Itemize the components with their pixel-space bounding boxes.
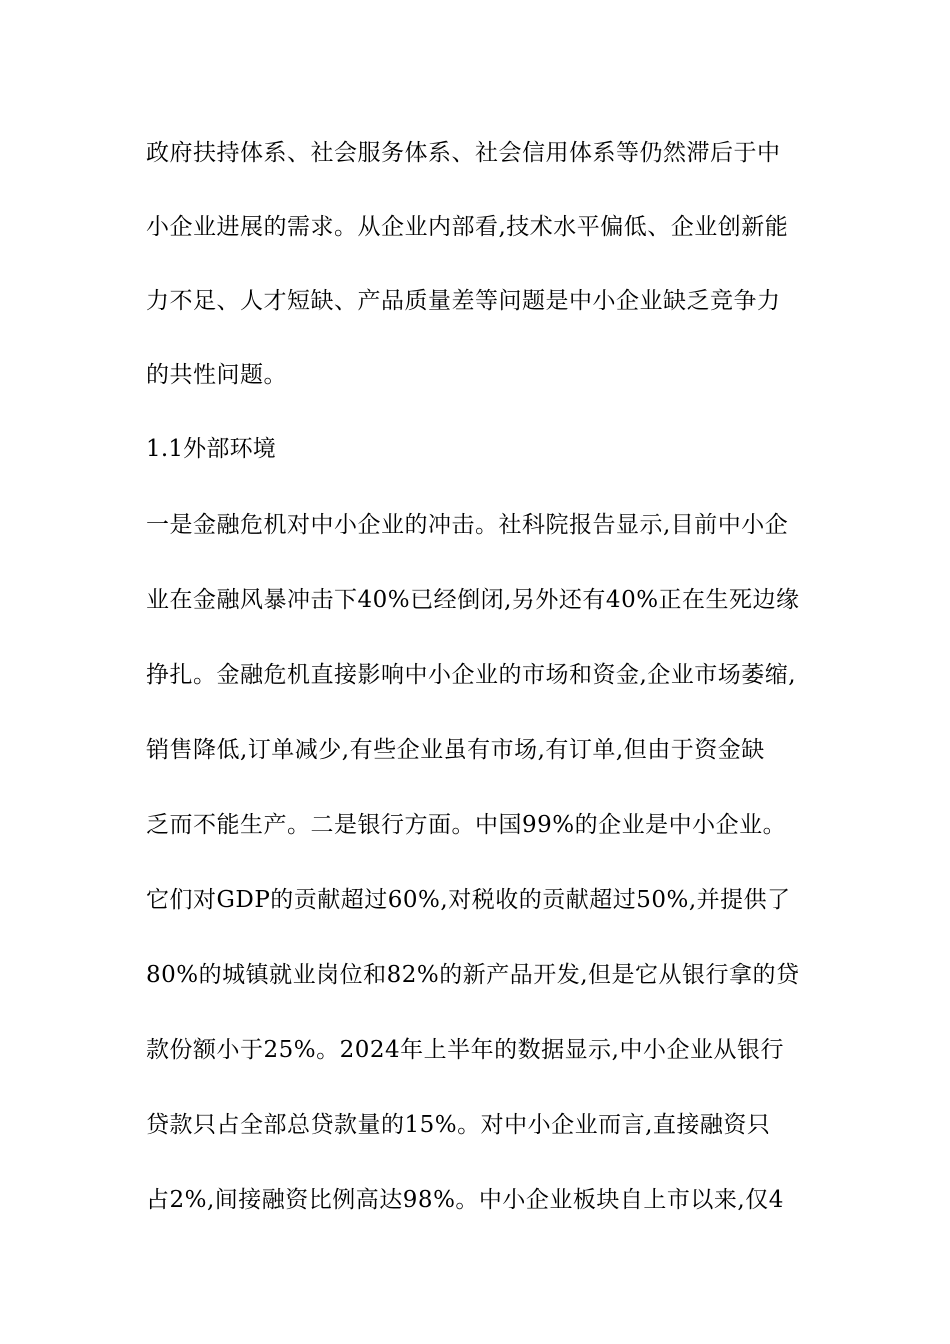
- paragraph-line-10: 它们对GDP的贡献超过60%,对税收的贡献超过50%,并提供了: [146, 887, 791, 913]
- paragraph-line-7: 挣扎。金融危机直接影响中小企业的市场和资金,企业市场萎缩,: [146, 662, 797, 688]
- paragraph-line-12: 款份额小于25%。2024年上半年的数据显示,中小企业从银行: [146, 1037, 784, 1063]
- paragraph-line-8: 销售降低,订单减少,有些企业虽有市场,有订单,但由于资金缺: [146, 737, 765, 763]
- paragraph-line-13: 贷款只占全部总贷款量的15%。对中小企业而言,直接融资只: [146, 1112, 771, 1138]
- paragraph-line-5: 一是金融危机对中小企业的冲击。社科院报告显示,目前中小企: [146, 512, 789, 538]
- paragraph-line-6: 业在金融风暴冲击下40%已经倒闭,另外还有40%正在生死边缘: [146, 587, 800, 613]
- paragraph-line-2: 小企业进展的需求。从企业内部看,技术水平偏低、企业创新能: [146, 214, 789, 240]
- section-heading: 1.1外部环境: [146, 436, 276, 462]
- paragraph-line-4: 的共性问题。: [146, 362, 287, 388]
- paragraph-line-3: 力不足、人才短缺、产品质量差等问题是中小企业缺乏竞争力: [146, 288, 781, 314]
- paragraph-line-9: 乏而不能生产。二是银行方面。中国99%的企业是中小企业。: [146, 812, 787, 838]
- paragraph-line-1: 政府扶持体系、社会服务体系、社会信用体系等仍然滞后于中: [146, 140, 781, 166]
- paragraph-line-11: 80%的城镇就业岗位和82%的新产品开发,但是它从银行拿的贷: [146, 962, 800, 988]
- paragraph-line-14: 占2%,间接融资比例高达98%。中小企业板块自上市以来,仅4: [146, 1187, 784, 1213]
